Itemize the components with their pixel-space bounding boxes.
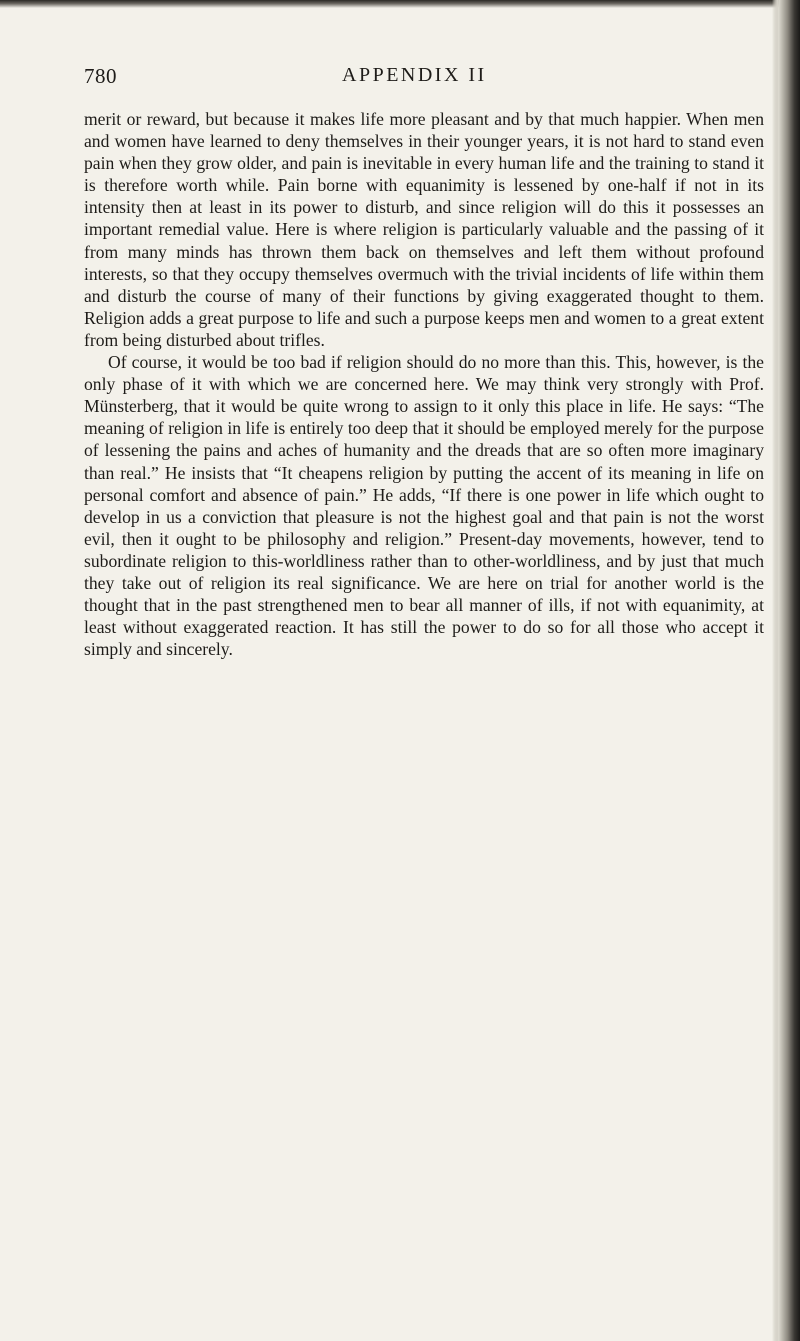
running-title: APPENDIX II: [342, 64, 487, 86]
running-head: [84, 64, 764, 90]
body-text: [84, 108, 764, 660]
paragraph-continued: merit or reward, but because it makes life more pleasant and by that much happier. When men and women have learned to deny themselves in their younger years, it is not hard to stand even pain when they grow older, and pain is inevitable in every human life and the training to stand it is therefore worth while. Pain borne with equanimity is lessened by one-half if not in its intensity then at least in its power to disturb, and since religion will do this it possesses an important remedial value. Here is where religion is particularly valuable and the passing of it from many minds has thrown them back on themselves and left them without profound interests, so that they occupy themselves overmuch with the trivial incidents of life within them and disturb the course of many of their functions by giving exaggerated thought to them. Religion adds a great purpose to life and such a purpose keeps men and women to a great extent from being disturbed about trifles.: [84, 109, 764, 350]
page-top-shadow: [0, 0, 800, 8]
paragraph: Of course, it would be too bad if religion should do no more than this. This, however, is the only phase of it with which we are concerned here. We may think very strongly with Prof. Münsterberg, that it would be quite wrong to assign to it only this place in life. He says: “The meaning of religion in life is entirely too deep that it should be employed merely for the purpose of lessening the pains and aches of humanity and the dreads that are so often more imaginary than real.” He insists that “It cheapens religion by putting the accent of its meaning in life on personal comfort and absence of pain.” He adds, “If there is one power in life which ought to develop in us a conviction that pleasure is not the highest goal and that pain is not the worst evil, then it ought to be philosophy and religion.” Present-day movements, however, tend to subordinate religion to this-worldliness rather than to other-worldliness, and by just that much they take out of religion its real significance. We are here on trial for another world is the thought that in the past strengthened men to bear all manner of ills, if not with equanimity, at least without exaggerated reaction. It has still the power to do so for all those who accept it simply and sincerely.: [84, 352, 764, 660]
page-edge-shadow: [772, 0, 800, 1341]
page-number: 780: [84, 64, 117, 88]
